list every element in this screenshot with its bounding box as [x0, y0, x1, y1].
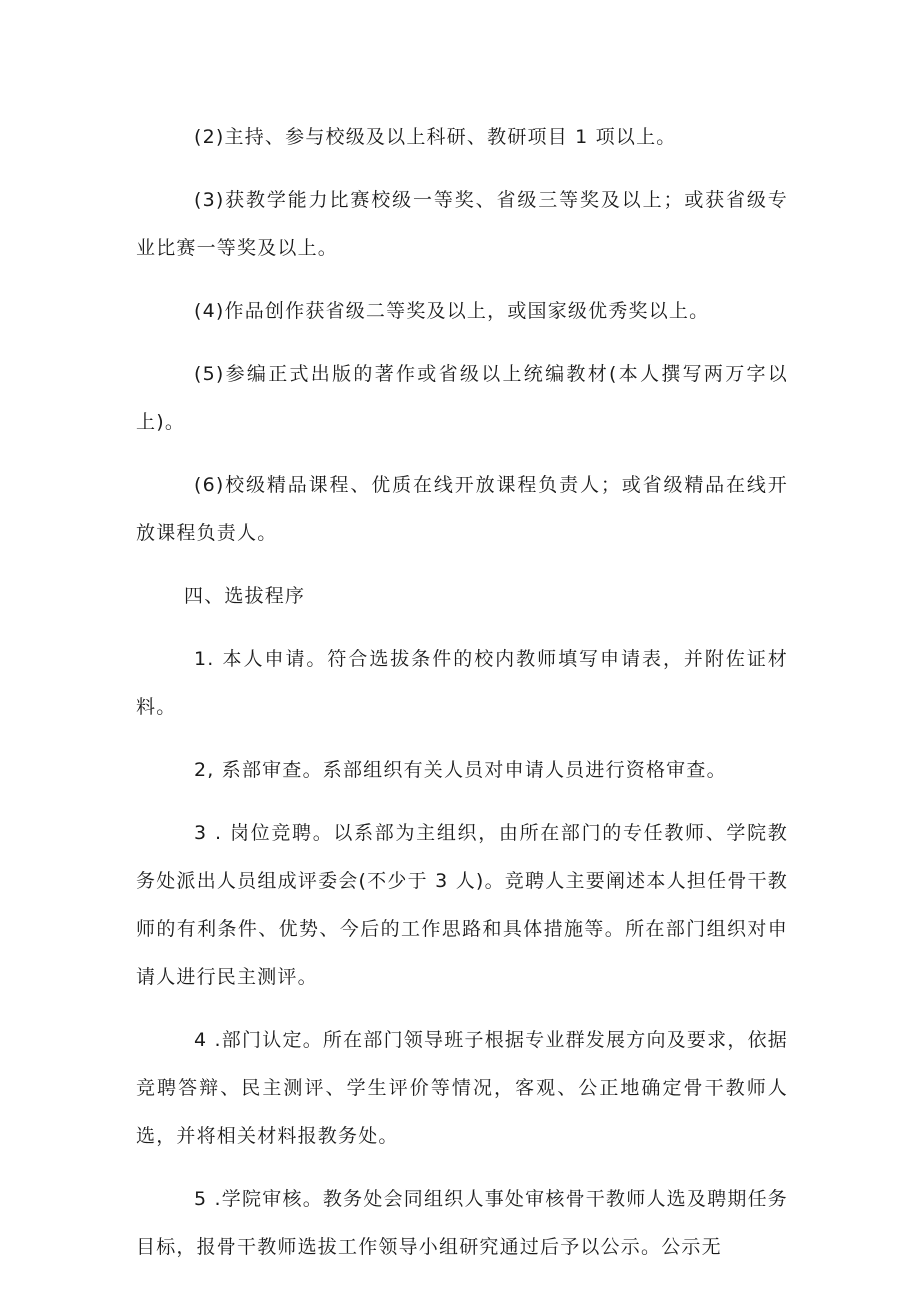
criterion-4: (4)作品创作获省级二等奖及以上，或国家级优秀奖以上。: [194, 300, 710, 322]
procedure-step-5: 5 .学院审核。教务处会同组织人事处审核骨干教师人选及聘期任务目标，报骨干教师选拔工作领导小组研究通过后予以公示。公示无: [136, 1188, 788, 1258]
procedure-step-4: 4 .部门认定。所在部门领导班子根据专业群发展方向及要求，依据竞聘答辩、民主测评、学生评价等情况，客观、公正地确定骨干教师人选，并将相关材料报教务处。: [136, 1029, 788, 1147]
criterion-3: (3)获教学能力比赛校级一等奖、省级三等奖及以上；或获省级专业比赛一等奖及以上。: [136, 189, 788, 259]
criterion-2: (2)主持、参与校级及以上科研、教研项目 1 项以上。: [194, 126, 677, 148]
criterion-6: (6)校级精品课程、优质在线开放课程负责人；或省级精品在线开放课程负责人。: [136, 474, 788, 544]
criterion-5: (5)参编正式出版的著作或省级以上统编教材(本人撰写两万字以上)。: [136, 363, 788, 433]
procedure-step-1: 1. 本人申请。符合选拔条件的校内教师填写申请表，并附佐证材料。: [136, 648, 788, 718]
document-page: [136, 113, 788, 1286]
procedure-step-2: 2, 系部审查。系部组织有关人员对申请人员进行资格审查。: [194, 759, 727, 781]
section-heading-selection-procedure: 四、选拔程序: [184, 585, 306, 607]
procedure-step-3: 3 . 岗位竞聘。以系部为主组织，由所在部门的专任教师、学院教务处派出人员组成评委会(不少于 3 人)。竞聘人主要阐述本人担任骨干教师的有利条件、优势、今后的工作思路和具体措施等。所在部门组织对申请人进行民主测评。: [136, 822, 788, 988]
